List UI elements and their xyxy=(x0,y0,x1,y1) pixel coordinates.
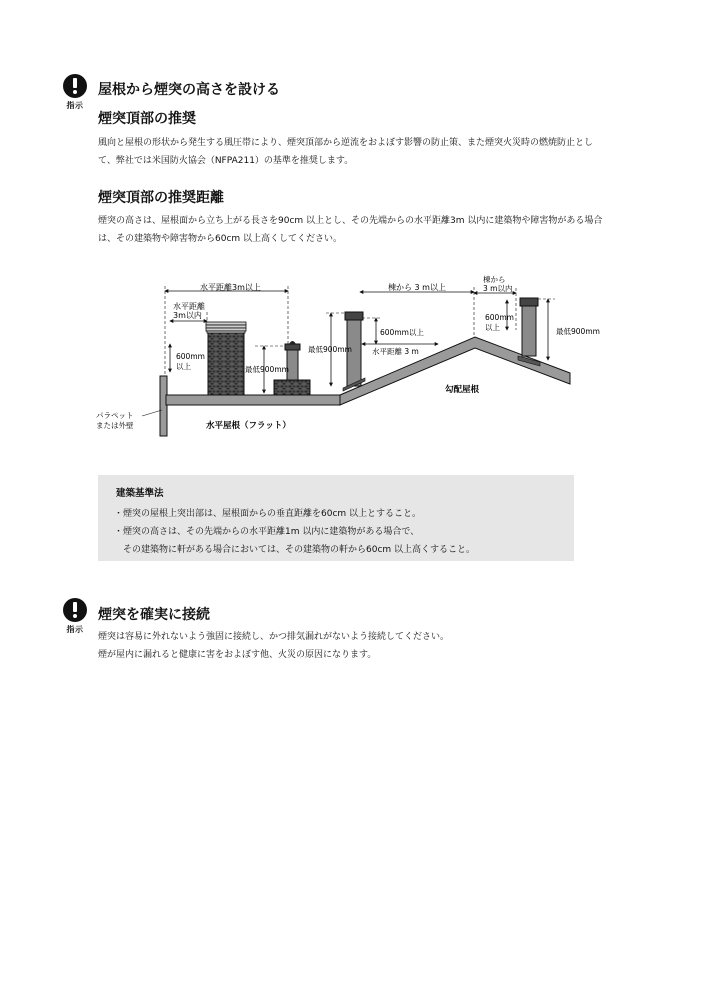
chimney-height-diagram xyxy=(0,0,707,460)
ridge-chimney-cap xyxy=(520,298,538,306)
sub1-title: 煙突頂部の推奨 xyxy=(98,111,196,127)
note-title: 建築基準法 xyxy=(116,488,164,499)
flat-chimney-cap xyxy=(285,344,300,350)
label-600mm-c2: 以上 xyxy=(485,323,500,332)
flat-roof-slab xyxy=(166,395,340,405)
label-600mm-1: 600mm xyxy=(176,352,205,361)
label-ridge-3m: 棟から 3 m以上 xyxy=(388,283,446,292)
sub2-body-line1: 煙突の高さは、屋根面から立ち上がる長さを90cm 以上とし、その先端からの水平距離3m 以内に建築物や障害物がある場合 xyxy=(98,216,603,226)
sub1-body-line1: 風向と屋根の形状から発生する風圧帯により、煙突頂部から逆流をおよぼす影響の防止策、また煙突火災時の燃焼防止とし xyxy=(98,138,594,148)
building-cap xyxy=(206,322,246,333)
section2-body-line1: 煙突は容易に外れないよう強固に接続し、かつ排気漏れがないよう接続してください。 xyxy=(98,632,450,642)
label-flat-roof: 水平屋根（フラット） xyxy=(206,421,291,431)
flat-chimney-base xyxy=(274,380,310,395)
mid-chimney-cap xyxy=(345,312,363,320)
sub1-body-line2: て、弊社では米国防火協会（NFPA211）の基準を推奨します。 xyxy=(98,156,354,166)
note-line-3: その建築物に軒がある場合においては、その建築物の軒から60cm 以上高くすること。 xyxy=(114,545,476,555)
label-horiz3m: 水平距離3m以上 xyxy=(200,283,261,292)
warning-indicator-2 xyxy=(60,598,90,635)
label-600mm-c1: 600mm xyxy=(485,313,514,322)
section2-body-line2: 煙が屋内に漏れると健康に害をおよぼす他、火災の原因になります。 xyxy=(98,650,377,660)
instruction-label: 指示 xyxy=(66,101,84,110)
label-min900-c: 最低900mm xyxy=(556,327,600,336)
label-ridge-3m-in-1: 棟から xyxy=(483,275,506,284)
section2-title: 煙突を確実に接続 xyxy=(98,607,210,623)
label-600mm-b: 600mm以上 xyxy=(380,328,424,337)
label-horiz3m-in-2: 3m以内 xyxy=(173,311,202,320)
label-horiz3m-in-1: 水平距離 xyxy=(173,302,205,311)
sub2-title: 煙突頂部の推奨距離 xyxy=(98,190,224,206)
building-code-note xyxy=(98,475,574,561)
label-parapet-2: または外壁 xyxy=(96,421,134,430)
note-line-2: ・煙突の高さは、その先端からの水平距離1m 以内に建築物がある場合で、 xyxy=(114,527,420,537)
instruction-label: 指示 xyxy=(66,625,84,634)
exclamation-icon xyxy=(63,598,87,622)
label-ridge-3m-in-2: 3 m以内 xyxy=(483,284,513,293)
label-pitched-roof: 勾配屋根 xyxy=(445,385,480,395)
parapet-post xyxy=(160,376,167,436)
label-600mm-2: 以上 xyxy=(176,362,191,371)
section1-title: 屋根から煙突の高さを設ける xyxy=(98,82,280,98)
brick-building xyxy=(208,332,244,395)
note-line-1: ・煙突の屋根上突出部は、屋根面からの垂直距離を60cm 以上とすること。 xyxy=(114,509,422,519)
label-horiz-3m-b: 水平距離 3 m xyxy=(372,347,419,356)
ridge-chimney-pipe xyxy=(522,306,536,356)
sub2-body-line2: は、その建築物や障害物から60cm 以上高くしてください。 xyxy=(98,234,343,244)
label-min900-a: 最低900mm xyxy=(245,365,289,374)
label-min900-b: 最低900mm xyxy=(308,345,352,354)
label-parapet-1: パラペット xyxy=(96,411,134,420)
